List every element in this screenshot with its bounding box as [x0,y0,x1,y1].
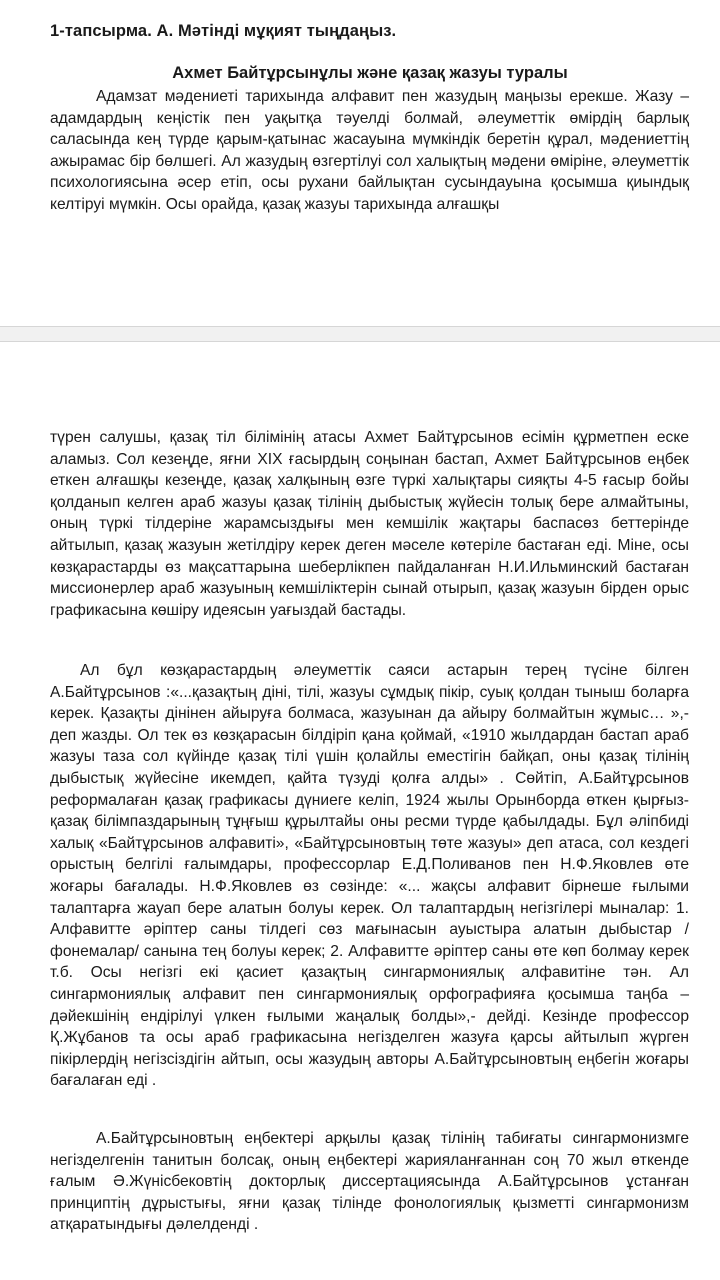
page-2 [0,342,720,1280]
paragraph-4: А.Байтұрсыновтың еңбектері арқылы қазақ тілінің табиғаты сингармонизмге негізделгенін танитын болсақ, оның еңбектері жарияланғаннан соң 70 жыл өткенде ғалым Ә.Жүнісбековтің докторлық диссертациясында А.Байтұрсынов ұстанған принциптің дұрыстығы, яғни қазақ тілінде фонологиялық қызметті сингармонизм атқаратындығы дәлелденді . [50,1130,689,1234]
task-title: 1-тапсырма. А. Мәтінді мұқият тыңдаңыз. [50,22,397,40]
page-1 [0,0,720,326]
paragraph-2: түрен салушы, қазақ тіл білімінің атасы Ахмет Байтұрсынов есімін құрметпен еске аламыз. Сол кезеңде, яғни XIX ғасырдың соңынан бастап, Ахмет Байтұрсынов еңбек еткен алғашқы кезеңде, қазақ халқының өзге түркі халықтары сияқты 4-5 ғасыр бойы қолданып келген араб жазуы қазақ тілінің дыбыстық жүйесін толық бере алмайтыны, оның түркі тілдеріне жарамсыздығы мен кемшілік жақтары баспасөз беттерінде айтылып, қазақ жазуын жетілдіру керек деген мәселе көтеріле бастаған еді. Міне, осы көзқарастарды өз мақсаттарына шеберлікпен пайдаланған Н.И.Ильминский бастаған миссионерлер араб жазуының кемшіліктерін сынай отырып, қазақ жазуын бірден орыс графикасына көшіру идеясын уағыздай бастады. [50,429,689,619]
document-heading: Ахмет Байтұрсынұлы және қазақ жазуы туралы [172,64,568,82]
page-separator [0,326,720,342]
paragraph-3: Ал бұл көзқарастардың әлеуметтік саяси астарын терең түсіне білген А.Байтұрсынов :«...қазақтың діні, тілі, жазуы сұмдық пікір, суық қолдан тыныш боларға керек. Қазақты дінінен айыруға болмаса, жазуынан да айыру болмайтын жұмыс… »,- деп жазды. Ол тек өз көзқарасын білдіріп қана қоймай, «1910 жылдардан бастап араб жазуы таза сол күйінде қазақ тілі үшін қолайлы еместігін байқап, оны қазақ тілінің дыбыстық жүйесіне икемдеп, қайта түзуді қолға алды» . Сөйтіп, А.Байтұрсынов реформалаған қазақ графикасы дүниеге келіп, 1924 жылы Орынборда өткен қырғыз-қазақ білімпаздарының тұңғыш құрылтайы оны ресми түрде қабылдады. Бұл әліпбиді халық «Байтұрсынов алфавиті», «Байтұрсыновтың төте жазуы» деп атаса, сол кездегі орыстың белгілі ғалымдары, профессорлар Е.Д.Поливанов пен Н.Ф.Яковлев өте жоғары бағалады. Н.Ф.Яковлев өз сөзінде: «... жақсы алфавит бірнеше ғылыми талаптарға жауап бере алатын болуы керек. Ол талаптардың негізгілері мыналар: 1. Алфавитте әріптер саны тілдегі сөз мағынасын ауыстыра алатын дыбыстар /фонемалар/ санына тең болуы керек; 2. Алфавитте әріптер саны өте көп болмау керек т.б. Осы негізгі екі қасиет қазақтың сингармониялық алфавитіне тән. Ал сингармониялық алфавит пен сингармониялық орфографияға қосымша таңба – дәйекшінің ендірілуі үлкен ғылыми жаңалық болды»,- дейді. Кезінде профессор Қ.Жұбанов та осы араб графикасына негізделген жазуға қарсы айтылып жүрген пікірлердің негізсіздігін айтып, осы жазудың авторы А.Байтұрсыновтың еңбегін жоғары бағалаған еді . [50,662,689,1090]
paragraph-1: Адамзат мәдениеті тарихында алфавит пен жазудың маңызы ерекше. Жазу – адамдардың кеңістік пен уақытқа тәуелді болмай, әлеуметтік өмірдің барлық саласында кең түрде қарым-қатынас жасауына мүмкіндік беретін құрал, мәдениеттің ажырамас бір бөлшегі. Ал жазудың өзгертілуі сол халықтың мәдени өміріне, әлеуметтік психологиясына әсер етіп, осы рухани байлықтан сусындауына қосымша қиындық келтіруі мүмкін. Осы орайда, қазақ жазуы тарихында алғашқы [50,88,689,213]
